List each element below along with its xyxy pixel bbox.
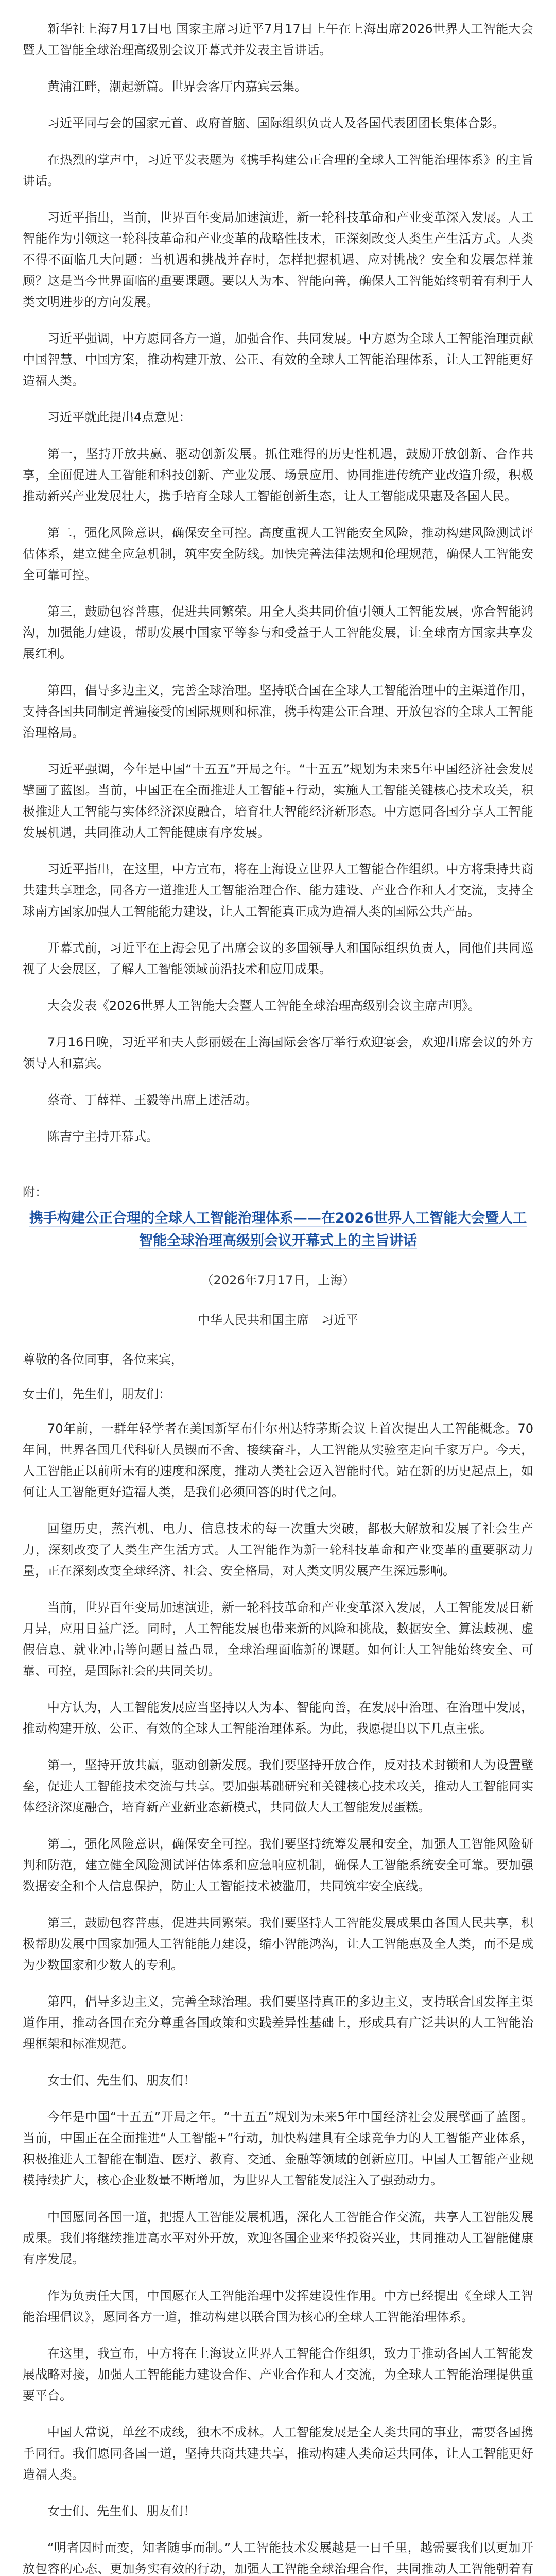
article-paragraph: 黄浦江畔，潮起新篇。世界会客厅内嘉宾云集。: [47, 79, 307, 94]
article-paragraph: 习近平同与会的国家元首、政府首脑、国际组织负责人及各国代表团团长集体合影。: [47, 116, 505, 130]
speech-paragraph: 回望历史，蒸汽机、电力、信息技术的每一次重大突破，都极大解放和发展了社会生产力，深刻改变了人类生产生活方式。人工智能作为新一轮科技革命和产业变革的重要驱动力量，正在深刻改变全球经济、社会、安全格局，对人类文明发展产生深远影响。: [23, 1521, 533, 1578]
speech-salutation: 女士们，先生们，朋友们：: [23, 1387, 171, 1401]
speech-title-link[interactable]: 携手构建公正合理的全球人工智能治理体系——在2026世界人工智能大会暨人工智能全球治理高级别会议开幕式上的主旨讲话: [29, 1210, 527, 1249]
speech-paragraph: 第四，倡导多边主义，完善全球治理。我们要坚持真正的多边主义，支持联合国发挥主渠道作用，推动各国在充分尊重各国政策和实践差异性基础上，形成具有广泛共识的人工智能治理框架和标准规范。: [23, 1994, 533, 2051]
article-paragraph: 新华社上海7月17日电 国家主席习近平7月17日上午在上海出席2026世界人工智能大会暨人工智能全球治理高级别会议开幕式并发表主旨讲话。: [23, 22, 533, 57]
attachment-label: 附：: [23, 1185, 47, 1199]
speech-paragraph: 当前，世界百年变局加速演进，新一轮科技革命和产业变革深入发展，人工智能发展日新月异，应用日益广泛。同时，人工智能发展也带来新的风险和挑战，数据安全、算法歧视、虚假信息、就业冲击等问题日益凸显，全球治理面临新的课题。如何让人工智能始终安全、可靠、可控，是国际社会的共同关切。: [23, 1600, 533, 1678]
article-paragraph: 蔡奇、丁薛祥、王毅等出席上述活动。: [47, 1093, 257, 1107]
speech-salutation: 尊敬的各位同事，各位来宾，: [23, 1352, 183, 1367]
article-paragraph: 第二，强化风险意识，确保安全可控。高度重视人工智能安全风险，推动构建风险测试评估体系，建立健全应急机制，筑牢安全防线。加快完善法律法规和伦理规范，确保人工智能安全可靠可控。: [23, 526, 533, 582]
article-paragraph: 习近平指出，当前，世界百年变局加速演进，新一轮科技革命和产业变革深入发展。人工智能作为引领这一轮科技革命和产业变革的战略性技术，正深刻改变人类生产生活方式。人类不得不面临几大问题：当机遇和挑战并存时，怎样把握机遇、应对挑战？安全和发展怎样兼顾？这是当今世界面临的重要课题。要以人为本、智能向善，确保人工智能始终朝着有利于人类文明进步的方向发展。: [23, 210, 533, 309]
article-paragraph: 第一，坚持开放共赢、驱动创新发展。抓住难得的历史性机遇，鼓励开放创新、合作共享，全面促进人工智能和科技创新、产业发展、场景应用、协同推进传统产业改造升级，积极推动新兴产业发展壮大，携手培育全球人工智能创新生态，让人工智能成果惠及各国人民。: [23, 447, 533, 503]
article-paragraph: 习近平强调，今年是中国“十五五”开局之年。“十五五”规划为未来5年中国经济社会发展擘画了蓝图。当前，中国正在全面推进人工智能+行动，实施人工智能关键核心技术攻关，积极推进人工智能与实体经济深度融合，培育壮大智能经济新形态。中方愿同各国分享人工智能发展机遇，共同推动人工智能健康有序发展。: [23, 762, 533, 840]
article-paragraph: 7月16日晚，习近平和夫人彭丽媛在上海国际会客厅举行欢迎宴会，欢迎出席会议的外方领导人和嘉宾。: [23, 1035, 533, 1071]
article-paragraph: 习近平强调，中方愿同各方一道，加强合作、共同发展。中方愿为全球人工智能治理贡献中国智慧、中国方案，推动构建开放、公正、有效的全球人工智能治理体系，让人工智能更好造福人类。: [23, 331, 533, 388]
article-paragraph: 开幕式前，习近平在上海会见了出席会议的多国领导人和国际组织负责人，同他们共同巡视了大会展区，了解人工智能领域前沿技术和应用成果。: [23, 941, 533, 976]
speech-paragraph: 中国愿同各国一道，把握人工智能发展机遇，深化人工智能合作交流，共享人工智能发展成果。我们将继续推进高水平对外开放，欢迎各国企业来华投资兴业，共同推动人工智能健康有序发展。: [23, 2210, 533, 2266]
article-paragraph: 习近平指出，在这里，中方宣布，将在上海设立世界人工智能合作组织。中方将秉持共商共建共享理念，同各方一道推进人工智能治理合作、能力建设、产业合作和人才交流，支持全球南方国家加强人工智能能力建设，让人工智能真正成为造福人类的国际公共产品。: [23, 862, 533, 919]
article-paragraph: 习近平就此提出4点意见：: [47, 410, 192, 425]
speech-paragraph: 第三，鼓励包容普惠，促进共同繁荣。我们要坚持人工智能发展成果由各国人民共享，积极帮助发展中国家加强人工智能能力建设，缩小智能鸿沟，让人工智能惠及全人类，而不是成为少数国家和少数人的专利。: [23, 1916, 533, 1972]
speech-paragraph: 第二，强化风险意识，确保安全可控。我们要坚持统筹发展和安全，加强人工智能风险研判和防范，建立健全风险测试评估体系和应急响应机制，确保人工智能系统安全可靠。要加强数据安全和个人信息保护，防止人工智能技术被滥用，共同筑牢安全底线。: [23, 1837, 533, 1893]
speech-paragraph: 70年前，一群年轻学者在美国新罕布什尔州达特茅斯会议上首次提出人工智能概念。70年间，世界各国几代科研人员锲而不舍、接续奋斗，人工智能从实验室走向千家万户。今天，人工智能正以前所未有的速度和深度，推动人类社会迈入智能时代。站在新的历史起点上，如何让人工智能更好造福人类，是我们必须回答的时代之问。: [23, 1421, 533, 1499]
speech-paragraph: 中国人常说，单丝不成线，独木不成林。人工智能发展是全人类共同的事业，需要各国携手同行。我们愿同各国一道，坚持共商共建共享，推动构建人类命运共同体，让人工智能更好造福人类。: [23, 2425, 533, 2482]
speech-paragraph: 女士们、先生们、朋友们！: [47, 2073, 196, 2088]
article-paragraph: 第四，倡导多边主义，完善全球治理。坚持联合国在全球人工智能治理中的主渠道作用，支持各国共同制定普遍接受的国际规则和标准，携手构建公正合理、开放包容的全球人工智能治理格局。: [23, 683, 533, 740]
speech-speaker: 中华人民共和国主席 习近平: [198, 1313, 358, 1327]
article-paragraph: 第三，鼓励包容普惠，促进共同繁荣。用全人类共同价值引领人工智能发展，弥合智能鸿沟，加强能力建设，帮助发展中国家平等参与和受益于人工智能发展，让全球南方国家共享发展红利。: [23, 604, 533, 661]
speech-paragraph: 第一，坚持开放共赢，驱动创新发展。我们要坚持开放合作，反对技术封锁和人为设置壁垒，促进人工智能技术交流与共享。要加强基础研究和关键核心技术攻关，推动人工智能同实体经济深度融合，培育新产业新业态新模式，共同做大人工智能发展蛋糕。: [23, 1758, 533, 1815]
article-paragraph: 在热烈的掌声中，习近平发表题为《携手构建公正合理的全球人工智能治理体系》的主旨讲话。: [23, 152, 533, 188]
speech-paragraph: “明者因时而变，知者随事而制。”人工智能技术发展越是一日千里，越需要我们以更加开放包容的心态、更加务实有效的行动，加强人工智能全球治理合作，共同推动人工智能朝着有: [23, 2540, 533, 2576]
speech-paragraph: 在这里，我宣布，中方将在上海设立世界人工智能合作组织，致力于推动各国人工智能发展战略对接，加强人工智能能力建设合作、产业合作和人才交流，为全球人工智能治理提供重要平台。: [23, 2346, 533, 2403]
speech-paragraph: 今年是中国“十五五”开局之年。“十五五”规划为未来5年中国经济社会发展擘画了蓝图。当前，中国正在全面推进“人工智能+”行动，加快构建具有全球竞争力的人工智能产业体系，积极推进人工智能在制造、医疗、教育、交通、金融等领域的创新应用。中国人工智能产业规模持续扩大，核心企业数量不断增加，为世界人工智能发展注入了强劲动力。: [23, 2110, 533, 2188]
article-paragraph: 大会发表《2026世界人工智能大会暨人工智能全球治理高级别会议主席声明》。: [47, 998, 481, 1013]
speech-paragraph: 女士们、先生们、朋友们！: [47, 2504, 196, 2518]
article-paragraph: 陈吉宁主持开幕式。: [47, 1129, 159, 1144]
speech-paragraph: 中方认为，人工智能发展应当坚持以人为本、智能向善，在发展中治理、在治理中发展，推动构建开放、公正、有效的全球人工智能治理体系。为此，我愿提出以下几点主张。: [23, 1700, 533, 1736]
speech-paragraph: 作为负责任大国，中国愿在人工智能治理中发挥建设性作用。中方已经提出《全球人工智能治理倡议》，愿同各方一道，推动构建以联合国为核心的全球人工智能治理体系。: [23, 2289, 533, 2324]
speech-date-place: （2026年7月17日，上海）: [201, 1273, 355, 1287]
